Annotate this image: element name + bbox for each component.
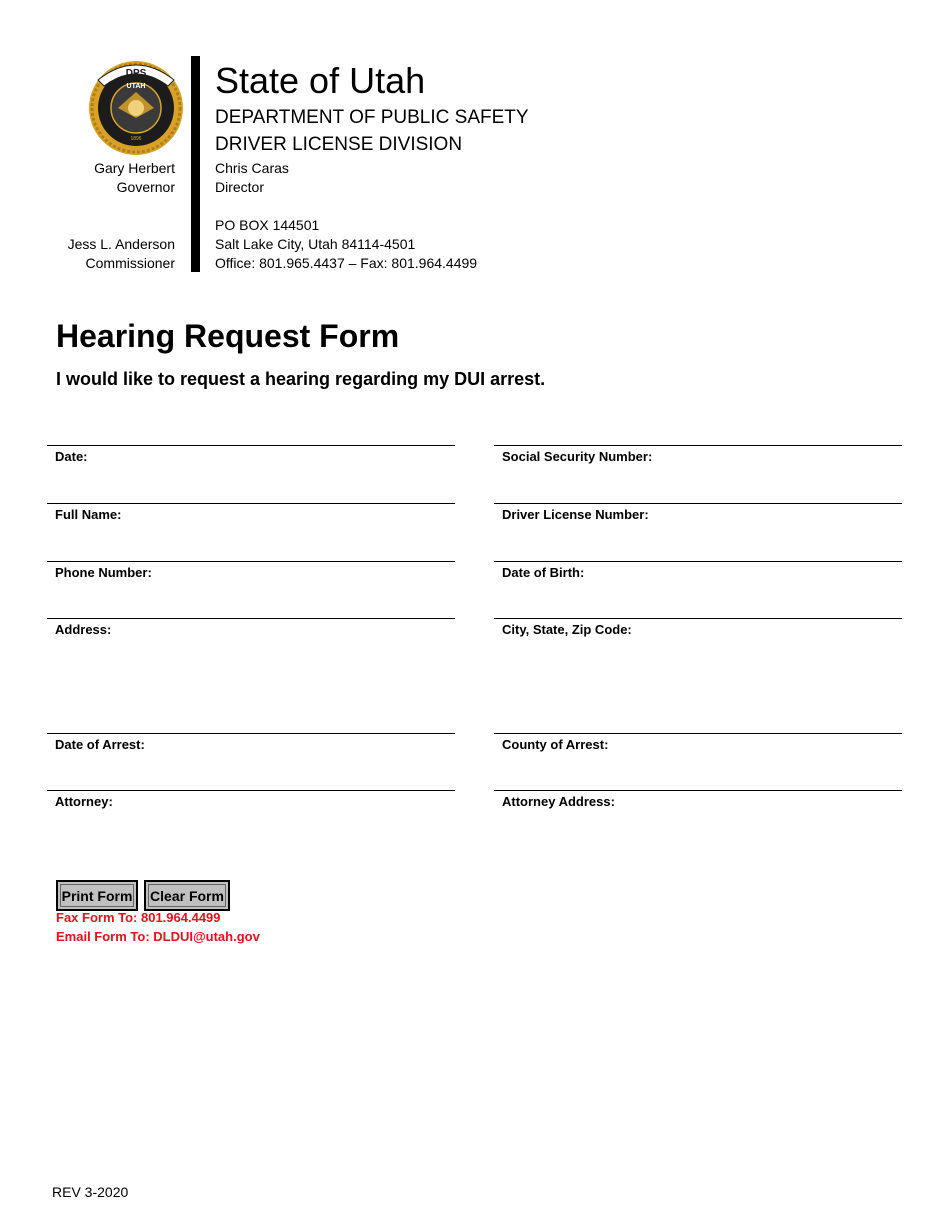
email-instruction: Email Form To: DLDUI@utah.gov	[56, 929, 260, 944]
fax-instruction: Fax Form To: 801.964.4499	[56, 910, 221, 925]
date-field[interactable]	[47, 445, 455, 502]
director-name: Chris Caras	[215, 160, 289, 176]
driver-license-number-field[interactable]	[494, 503, 902, 560]
full-name-field[interactable]	[47, 503, 455, 560]
revision-label: REV 3-2020	[52, 1184, 129, 1200]
county-of-arrest-field[interactable]	[494, 733, 902, 790]
dps-seal-logo	[88, 56, 184, 158]
phone-number-field[interactable]	[47, 561, 455, 618]
date-of-birth-label: Date of Birth:	[502, 565, 585, 580]
full-name-label: Full Name:	[55, 507, 122, 522]
seal-state-text: UTAH	[126, 83, 146, 90]
form-title: Hearing Request Form	[56, 318, 400, 354]
address-label: Address:	[55, 622, 112, 637]
division-name: DRIVER LICENSE DIVISION	[215, 134, 463, 155]
governor-name: Gary Herbert	[94, 160, 175, 176]
letterhead-divider	[191, 56, 200, 272]
seal-year-text: 1896	[130, 136, 142, 142]
attorney-address-field[interactable]	[494, 790, 902, 847]
department-name: DEPARTMENT OF PUBLIC SAFETY	[215, 107, 529, 128]
commissioner-title: Commissioner	[85, 255, 175, 271]
ssn-label: Social Security Number:	[502, 449, 653, 464]
form-subtitle: I would like to request a hearing regarding my DUI arrest.	[56, 369, 546, 389]
city-state-zip-field[interactable]	[494, 618, 902, 733]
ssn-field[interactable]	[494, 445, 902, 502]
date-of-arrest-label: Date of Arrest:	[55, 737, 145, 752]
attorney-address-label: Attorney Address:	[502, 794, 615, 809]
phone-fax: Office: 801.965.4437 – Fax: 801.964.4499	[215, 255, 478, 271]
date-of-arrest-field[interactable]	[47, 733, 455, 790]
governor-title: Governor	[116, 179, 175, 195]
director-title: Director	[215, 179, 265, 195]
commissioner-name: Jess L. Anderson	[67, 236, 175, 252]
seal-top-text: DPS	[125, 68, 147, 79]
date-of-birth-field[interactable]	[494, 561, 902, 618]
driver-license-number-label: Driver License Number:	[502, 507, 649, 522]
address-field[interactable]	[47, 618, 455, 733]
print-form-button[interactable]: Print Form	[56, 880, 138, 911]
attorney-label: Attorney:	[55, 794, 113, 809]
city-state-zip-label: City, State, Zip Code:	[502, 622, 632, 637]
city-address: Salt Lake City, Utah 84114-4501	[215, 236, 416, 252]
attorney-field[interactable]	[47, 790, 455, 847]
date-label: Date:	[55, 449, 88, 464]
state-heading: State of Utah	[215, 60, 426, 101]
phone-number-label: Phone Number:	[55, 565, 152, 580]
clear-form-button[interactable]: Clear Form	[144, 880, 230, 911]
po-box: PO BOX 144501	[215, 217, 320, 233]
county-of-arrest-label: County of Arrest:	[502, 737, 609, 752]
